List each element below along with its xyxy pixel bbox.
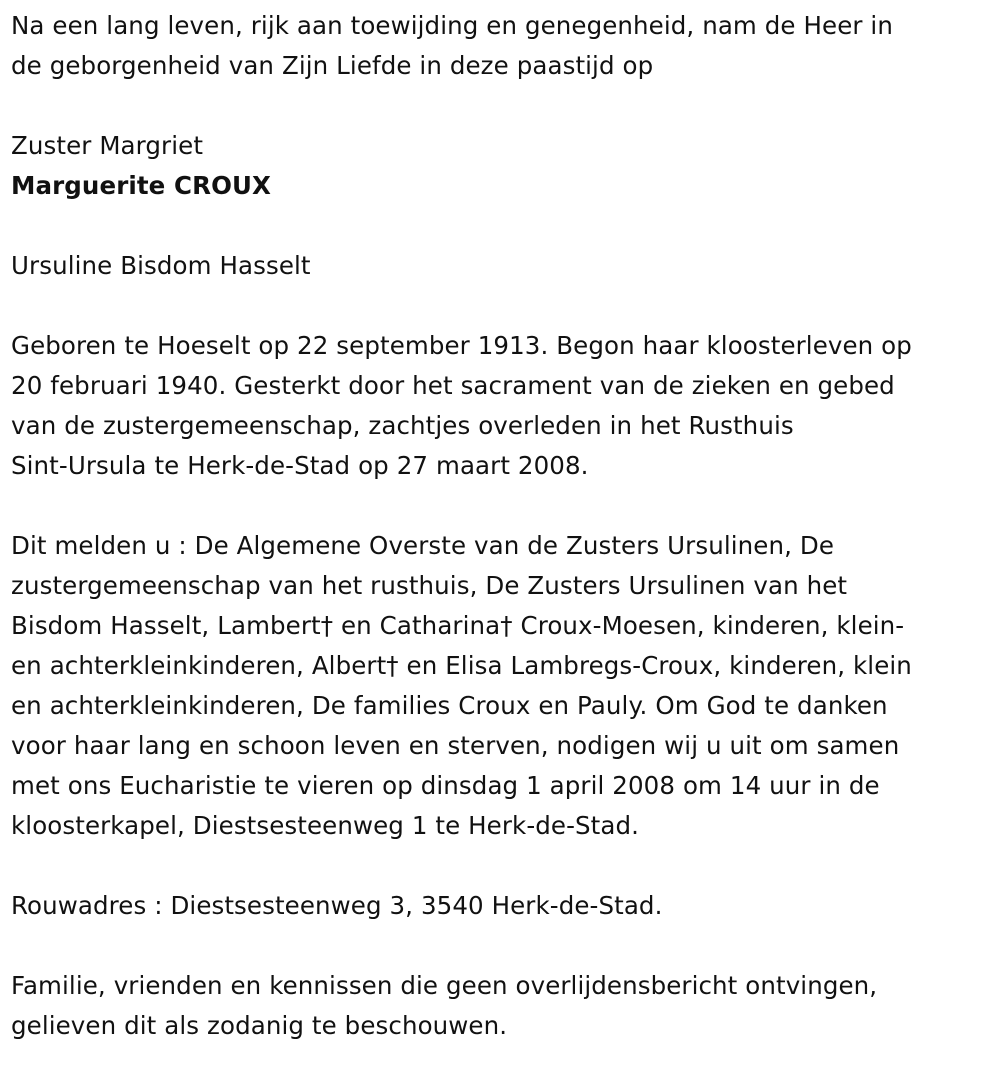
intro-paragraph (11, 6, 990, 86)
announcement-line: zustergemeenschap van het rusthuis, De Zusters Ursulinen van het (11, 571, 848, 600)
announcement-line: voor haar lang en schoon leven en sterven, nodigen wij u uit om samen (11, 731, 900, 760)
closing-line: gelieven dit als zodanig te beschouwen. (11, 1011, 508, 1040)
spacer (11, 486, 990, 526)
announcement-line: Dit melden u : De Algemene Overste van de Zusters Ursulinen, De (11, 531, 834, 560)
intro-line: de geborgenheid van Zijn Liefde in deze paastijd op (11, 51, 654, 80)
religious-name: Zuster Margriet (11, 131, 204, 160)
spacer (11, 286, 990, 326)
intro-line: Na een lang leven, rijk aan toewijding en genegenheid, nam de Heer in (11, 11, 893, 40)
spacer (11, 86, 990, 126)
closing-line: Familie, vrienden en kennissen die geen overlijdensbericht ontvingen, (11, 971, 878, 1000)
spacer (11, 206, 990, 246)
announcement-paragraph (11, 526, 990, 846)
announcement-line: en achterkleinkinderen, Albert† en Elisa Lambregs-Croux, kinderen, klein (11, 651, 912, 680)
biography-line: van de zustergemeenschap, zachtjes overleden in het Rusthuis (11, 411, 794, 440)
announcement-line: met ons Eucharistie te vieren op dinsdag 1 april 2008 om 14 uur in de (11, 771, 880, 800)
announcement-line: kloosterkapel, Diestsesteenweg 1 te Herk-de-Stad. (11, 811, 640, 840)
mourning-address: Rouwadres : Diestsesteenweg 3, 3540 Herk-de-Stad. (11, 891, 663, 920)
spacer (11, 926, 990, 966)
biography-line: Sint-Ursula te Herk-de-Stad op 27 maart 2008. (11, 451, 589, 480)
announcement-line: Bisdom Hasselt, Lambert† en Catharina† Croux-Moesen, kinderen, klein- (11, 611, 905, 640)
biography-line: 20 februari 1940. Gesterkt door het sacrament van de zieken en gebed (11, 371, 895, 400)
announcement-line: en achterkleinkinderen, De families Croux en Pauly. Om God te danken (11, 691, 888, 720)
deceased-full-name: Marguerite CROUX (11, 171, 271, 200)
spacer (11, 846, 990, 886)
closing-paragraph (11, 966, 990, 1046)
religious-order: Ursuline Bisdom Hasselt (11, 251, 311, 280)
biography-paragraph (11, 326, 990, 486)
biography-line: Geboren te Hoeselt op 22 september 1913. Begon haar kloosterleven op (11, 331, 912, 360)
